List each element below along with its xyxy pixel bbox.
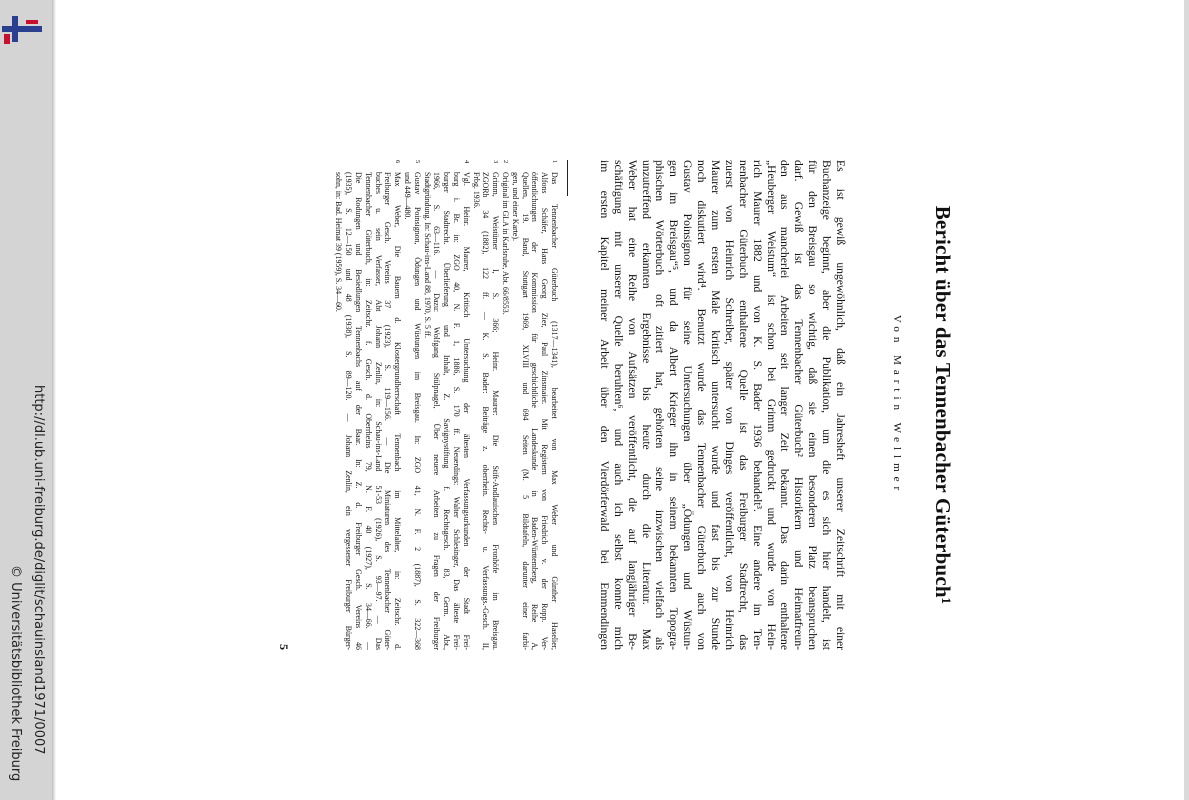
viewer-sidebar xyxy=(0,0,52,800)
footnote-line: gen, und einer Karte). xyxy=(510,172,520,242)
footnote-line: Max Weber, Die Bauern d. Klostergrundherrschaft Tennenbach im Mittelalter, in: Zeitschr. d. xyxy=(393,172,403,650)
footnotes xyxy=(334,160,559,650)
page-number: 5 xyxy=(277,644,291,650)
footnote-line: Das Tennenbacher Güterbuch (1317—1341), bearbeitet von Max Weber und Günther Haselier, xyxy=(550,172,559,650)
footnote-number: 1 xyxy=(551,160,558,164)
footnote-line: Grimm, Weistümer I, S. 366; Heinr. Maurer: Die Stift-Andlauischen Fronhöfe im Breisgau. xyxy=(491,172,501,650)
footnote-number: 4 xyxy=(462,160,470,164)
footnote-line: Alfons Schäfer, Hans Georg Zier, Paul Zinsmaier. Mit Registern von Friedrich v. der Ropp. Ver- xyxy=(540,172,550,650)
copyright-notice: © Universitätsbibliothek Freiburg xyxy=(8,565,23,782)
footnote-line: buches u. sein Verfasser, Abt Johann Zenlin, in: Schau-ins-Land 51-53 (1926), S. 93—97. — Das xyxy=(373,172,383,650)
footnote-line: sohn, in: Bad. Heimat 39 (1959), S. 34—60. xyxy=(334,172,344,312)
footnote-number: 5 xyxy=(413,160,421,164)
footnote-line: Frbg. 1936. xyxy=(471,172,481,209)
body-line: „Heuberger Weistum“ ist schon bei Grimm gedruckt und wurde von Hein- xyxy=(764,160,778,650)
footnote-line: Stadtgründung. In: Schau-ins-Land 88, 1970, S. 5 ff. xyxy=(422,172,432,338)
footnote-number: 6 xyxy=(394,160,402,164)
body-line: nenbacher Güterbuch enthaltene Quelle ist das Freiburger Stadtrecht, das xyxy=(736,160,750,650)
body-line: den aus mancherlei Arbeiten seit langer Zeit bekannt. Das darin enthaltene xyxy=(778,160,792,650)
footnote-separator xyxy=(567,160,568,196)
footnote-line: 1966, S. 63—116. — Dazu: Wolfgang Stülpnagel, Über neuere Arbeiten zu Fragen der Freiburger xyxy=(432,172,442,650)
document-url[interactable]: http://dl.ub.uni-freiburg.de/diglit/schauinsland1971/0007 xyxy=(31,385,46,755)
footnote xyxy=(334,160,403,650)
footnote-line: Freiburger Gesch. Vereins 37 (1923), S. 119—156. — Die Miniaturen des Tennenbacher Güter- xyxy=(383,172,393,650)
body-line: rich Maurer 1882 und von K. S. Bader 1936 behandelt³. Eine andere im Ten- xyxy=(750,160,764,650)
footnote xyxy=(402,160,422,650)
body-line: Weber hat eine Reihe von Aufsätzen veröffentlicht, die auf langjähriger Be- xyxy=(625,160,639,650)
footnote-number: 2 xyxy=(502,160,510,164)
footnote-line: öffentlichungen der Kommission für geschichtliche Landeskunde in Baden-Württemberg, Reihe A, xyxy=(530,172,540,650)
body-line: phischen Wörterbuch oft zitiert hat, gehörten seine inzwischen vielfach als xyxy=(653,160,667,650)
body-line: zuerst von Heinrich Schreiber, später von Dinges veröffentlicht, von Heinrich xyxy=(722,160,736,650)
body-line: Gustav Poinsignon für seine Untersuchungen über „Ödungen und Wüstun- xyxy=(681,160,695,650)
scanned-page xyxy=(275,160,955,650)
body-line: für den Breisgau so wichtig, daß sie einen besonderen Platz beanspruchen xyxy=(806,160,820,650)
scrollbar[interactable] xyxy=(1184,0,1189,800)
article-body xyxy=(597,160,847,650)
body-line: noch diskutiert wird⁴. Benutzt wurde das Tennenbacher Güterbuch auch von xyxy=(695,160,709,650)
footnote xyxy=(500,160,510,650)
footnote-number: 3 xyxy=(492,160,500,164)
footnote-line: Tennenbacher Güterbuch, in: Zeitschr. f. Gesch. d. Oberrheins 79, N. F. 40 (1927), S. 34—66. — xyxy=(363,172,373,650)
footnote xyxy=(422,160,471,650)
page-shadow xyxy=(52,0,56,800)
body-line: Es ist gewiß ungewöhnlich, daß ein Jahresheft unserer Zeitschrift mit einer xyxy=(834,160,847,650)
university-logo-icon xyxy=(2,10,42,50)
footnote-line: burger Stadtrecht. Überlieferung und Inhalt, Z. Savignystiftung f. Rechtsgesch. 83, Germ. Abt., xyxy=(442,172,452,650)
body-line: darf. Gewiß ist das Tennenbacher Güterbuch² Historikern und Heimatfreun- xyxy=(792,160,806,650)
body-line: unzutreffend erkannten Ergebnisse bis heute durch die Literatur. Max xyxy=(639,160,653,650)
body-line: Maurer zum ersten Male kritisch untersucht wurde und fast bis zur Stunde xyxy=(708,160,722,650)
footnote-line: Gustav Poinsignon, Ödungen und Wüstungen im Breisgau. In: ZGO 41, N. F. 2 (1887), S. 322—368 xyxy=(412,172,422,650)
body-line: gen im Breisgau“⁵, und da Albert Krieger ihn in seinem bekannten Topogra- xyxy=(667,160,681,650)
footnote-line: burg i. Br. in: ZGO 40, N. F. 1, 1886, S. 170 ff. Neuerdings: Walter Schlesinger, Das älteste Frei- xyxy=(452,172,462,650)
footnote-line: (1935), S. 12—150 und 48 (1938), S. 89—120. — Johann Zenlin, ein vergessener Freiburger Bürger- xyxy=(344,172,354,650)
footnote-line: Quellen, 19. Band, Stuttgart 1969, XLVIII und 694 Seiten (M. 5 Bildtafeln, darunter einer farbi- xyxy=(520,172,530,650)
footnote-line: und 449—480. xyxy=(403,172,413,220)
article-title: Bericht über das Tennenbacher Güterbuch¹ xyxy=(931,205,955,605)
footnote-line: Vgl. Heinr. Maurer, Kritisch Untersuchung der ältesten Verfassungsurkunden der Stadt Frei- xyxy=(461,172,471,650)
footnote-line: Original im GLA in Karlsruhe, Abt. 66/8553. xyxy=(501,172,511,315)
body-line: Buchanzeige beginnt, aber die Publikation, um die es sich hier handelt, ist xyxy=(820,160,834,650)
article-author: Von Martin Wellmer xyxy=(891,314,903,496)
body-line: schäftigung mit unserer Quelle beruhten⁶, und auch ich selbst konnte mich xyxy=(611,160,625,650)
footnote-line: ZGORh 34 (1882), 122 ff. — K. S. Bader: Beiträge z. oberrhein. Rechts- u. Verfassungs.-Gesch. II, xyxy=(481,172,491,650)
footnote xyxy=(510,160,559,650)
footnote-line: Die Rodungen und Besiedlungen Tennenbachs auf der Baar. In: Z. d. Freiburger Gesch. Vereins 46 xyxy=(354,172,364,650)
body-line: im ersten Kapitel meiner Arbeit über den Vierdörferwald bei Emmendingen xyxy=(597,160,611,650)
footnote xyxy=(471,160,500,650)
